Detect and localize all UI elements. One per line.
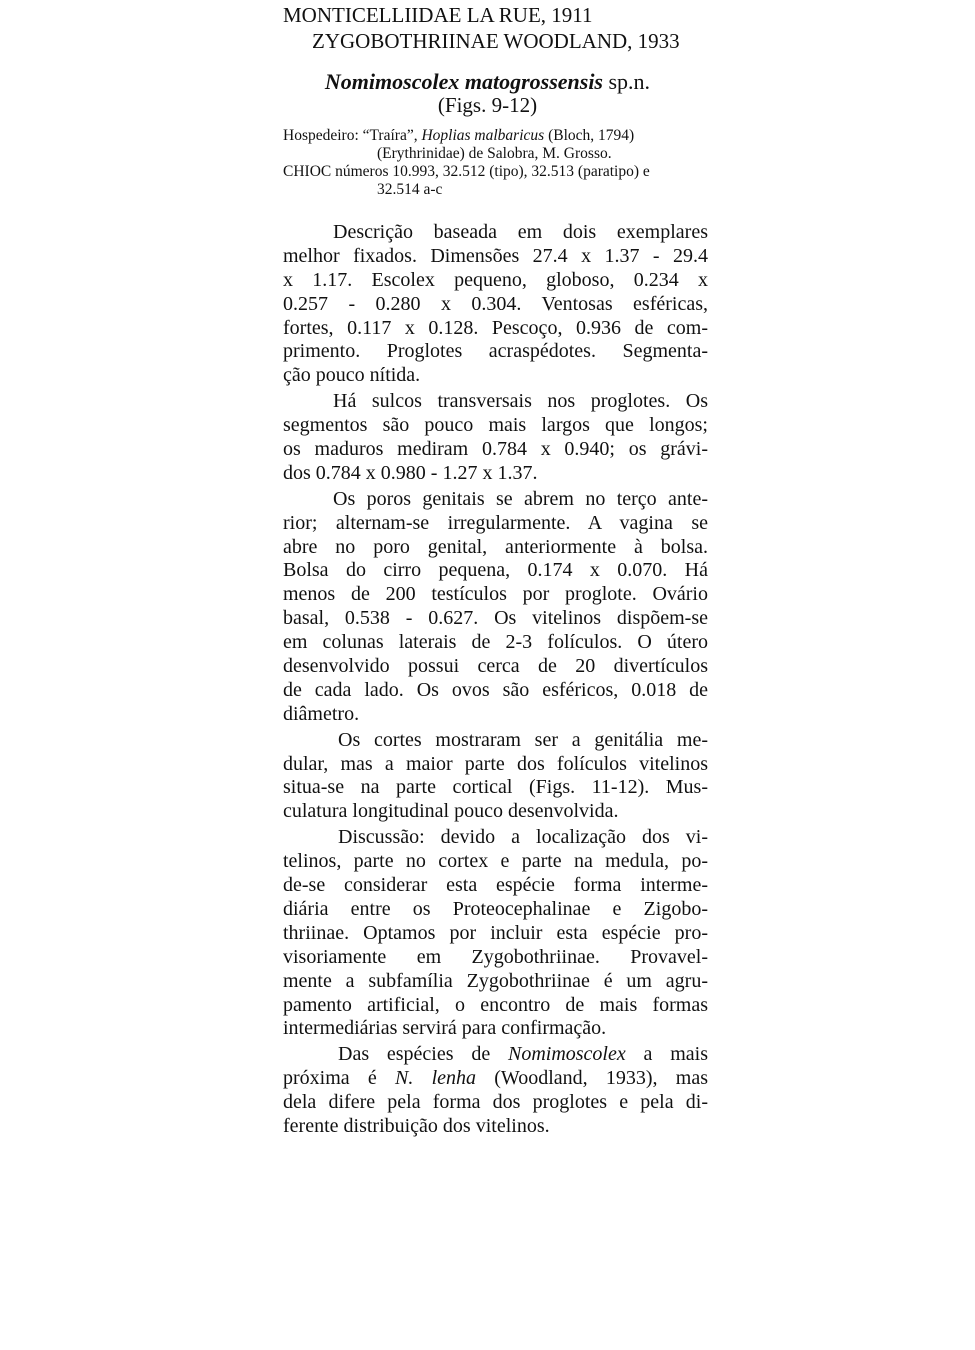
text-line: menos de 200 testículos por proglote. Ovário xyxy=(283,583,708,606)
text-line: fortes, 0.117 x 0.128. Pescoço, 0.936 de com- xyxy=(283,316,708,339)
text-line: primento. Proglotes acraspédotes. Segmenta- xyxy=(283,340,708,363)
paragraph xyxy=(283,221,708,388)
text-line: segmentos são pouco mais largos que longos; xyxy=(283,414,708,437)
text-segment: próxima é xyxy=(283,1067,396,1090)
text-line: ferente distribuição dos vitelinos. xyxy=(283,1114,550,1137)
text-line xyxy=(283,1067,708,1091)
text-line: pamento artificial, o encontro de mais formas xyxy=(283,993,708,1016)
paragraph xyxy=(283,1043,708,1139)
text-line: Bolsa do cirro pequena, 0.174 x 0.070. Há xyxy=(283,559,708,582)
text-line: thriinae. Optamos por incluir esta espécie pro- xyxy=(283,921,708,944)
text-line: Há sulcos transversais nos proglotes. Os xyxy=(333,390,708,413)
species-suffix: sp.n. xyxy=(608,69,651,94)
text-line: x 1.17. Escolex pequeno, globoso, 0.234 x xyxy=(283,268,708,291)
text-line: desenvolvido possui cerca de 20 divertículos xyxy=(283,655,708,678)
text-line: Os poros genitais se abrem no terço ante- xyxy=(333,487,708,510)
family-heading: MONTICELLIIDAE LA RUE, 1911 xyxy=(283,3,593,27)
italic-taxon: N. lenha xyxy=(395,1067,477,1090)
text-line: basal, 0.538 - 0.627. Os vitelinos dispõem-se xyxy=(283,607,708,630)
text-line: diária entre os Proteocephalinae e Zigobo- xyxy=(283,897,708,920)
text-line: melhor fixados. Dimensões 27.4 x 1.37 - 29.4 xyxy=(283,244,708,267)
italic-taxon: Nomimoscolex xyxy=(507,1043,626,1066)
text-line: rior; alternam-se irregularmente. A vagina se xyxy=(283,511,708,534)
text-line: Os cortes mostraram ser a genitália me- xyxy=(338,728,708,751)
text-line: intermediárias servirá para confirmação. xyxy=(283,1017,607,1040)
text-segment: Das espécies de xyxy=(338,1043,508,1066)
host-label: Hospedeiro: “Traíra”, xyxy=(283,127,418,144)
host-line xyxy=(283,127,634,145)
text-line: 0.257 - 0.280 x 0.304. Ventosas esféricas, xyxy=(283,292,708,315)
text-line: ção pouco nítida. xyxy=(283,364,421,387)
text-line: Discussão: devido a localização dos vi- xyxy=(338,826,708,849)
text-line: de-se considerar esta espécie forma interme- xyxy=(283,874,708,897)
subfamily-heading: ZYGOBOTHRIINAE WOODLAND, 1933 xyxy=(312,29,680,53)
text-line: mente a subfamília Zygobothriinae é um agru- xyxy=(283,969,708,992)
text-line: em colunas laterais de 2-3 folículos. O útero xyxy=(283,631,708,654)
text-line: de cada lado. Os ovos são esféricos, 0.018 de xyxy=(283,678,708,701)
text-line: telinos, parte no cortex e parte na medula, po- xyxy=(283,850,708,873)
chioc-numbers-cont: 32.514 a-c xyxy=(377,181,443,198)
text-line: dela difere pela forma dos proglotes e pela di- xyxy=(283,1091,708,1114)
paragraph xyxy=(283,488,708,727)
text-line xyxy=(283,1043,708,1067)
text-line: Descrição baseada em dois exemplares xyxy=(333,221,708,243)
text-line: diâmetro. xyxy=(283,702,360,725)
paragraph xyxy=(283,826,708,1041)
text-line: culatura longitudinal pouco desenvolvida. xyxy=(283,800,619,823)
body-text xyxy=(283,219,708,1139)
text-line: dos 0.784 x 0.980 - 1.27 x 1.37. xyxy=(283,461,538,484)
species-name: Nomimoscolex matogrossensis xyxy=(324,69,603,94)
text-segment: (Woodland, 1933), mas xyxy=(476,1067,708,1090)
figures-reference: (Figs. 9-12) xyxy=(437,93,538,117)
text-segment: a mais xyxy=(625,1043,708,1066)
paragraph xyxy=(283,390,708,486)
host-author: (Bloch, 1794) xyxy=(548,127,635,144)
chioc-numbers: CHIOC números 10.993, 32.512 (tipo), 32.513 (paratipo) e xyxy=(283,163,650,180)
text-line: abre no poro genital, anteriormente à bolsa. xyxy=(283,535,708,558)
paragraph xyxy=(283,729,708,825)
text-line: visoriamente em Zygobothriinae. Provavel- xyxy=(283,945,708,968)
host-locality: (Erythrinidae) de Salobra, M. Grosso. xyxy=(377,145,612,162)
text-line: dular, mas a maior parte dos folículos vitelinos xyxy=(283,752,708,775)
host-species: Hoplias malbaricus xyxy=(421,127,545,144)
text-line: os maduros mediram 0.784 x 0.940; os grávi- xyxy=(283,438,708,461)
text-line: situa-se na parte cortical (Figs. 11-12). Mus- xyxy=(283,776,708,799)
species-title xyxy=(0,69,975,95)
